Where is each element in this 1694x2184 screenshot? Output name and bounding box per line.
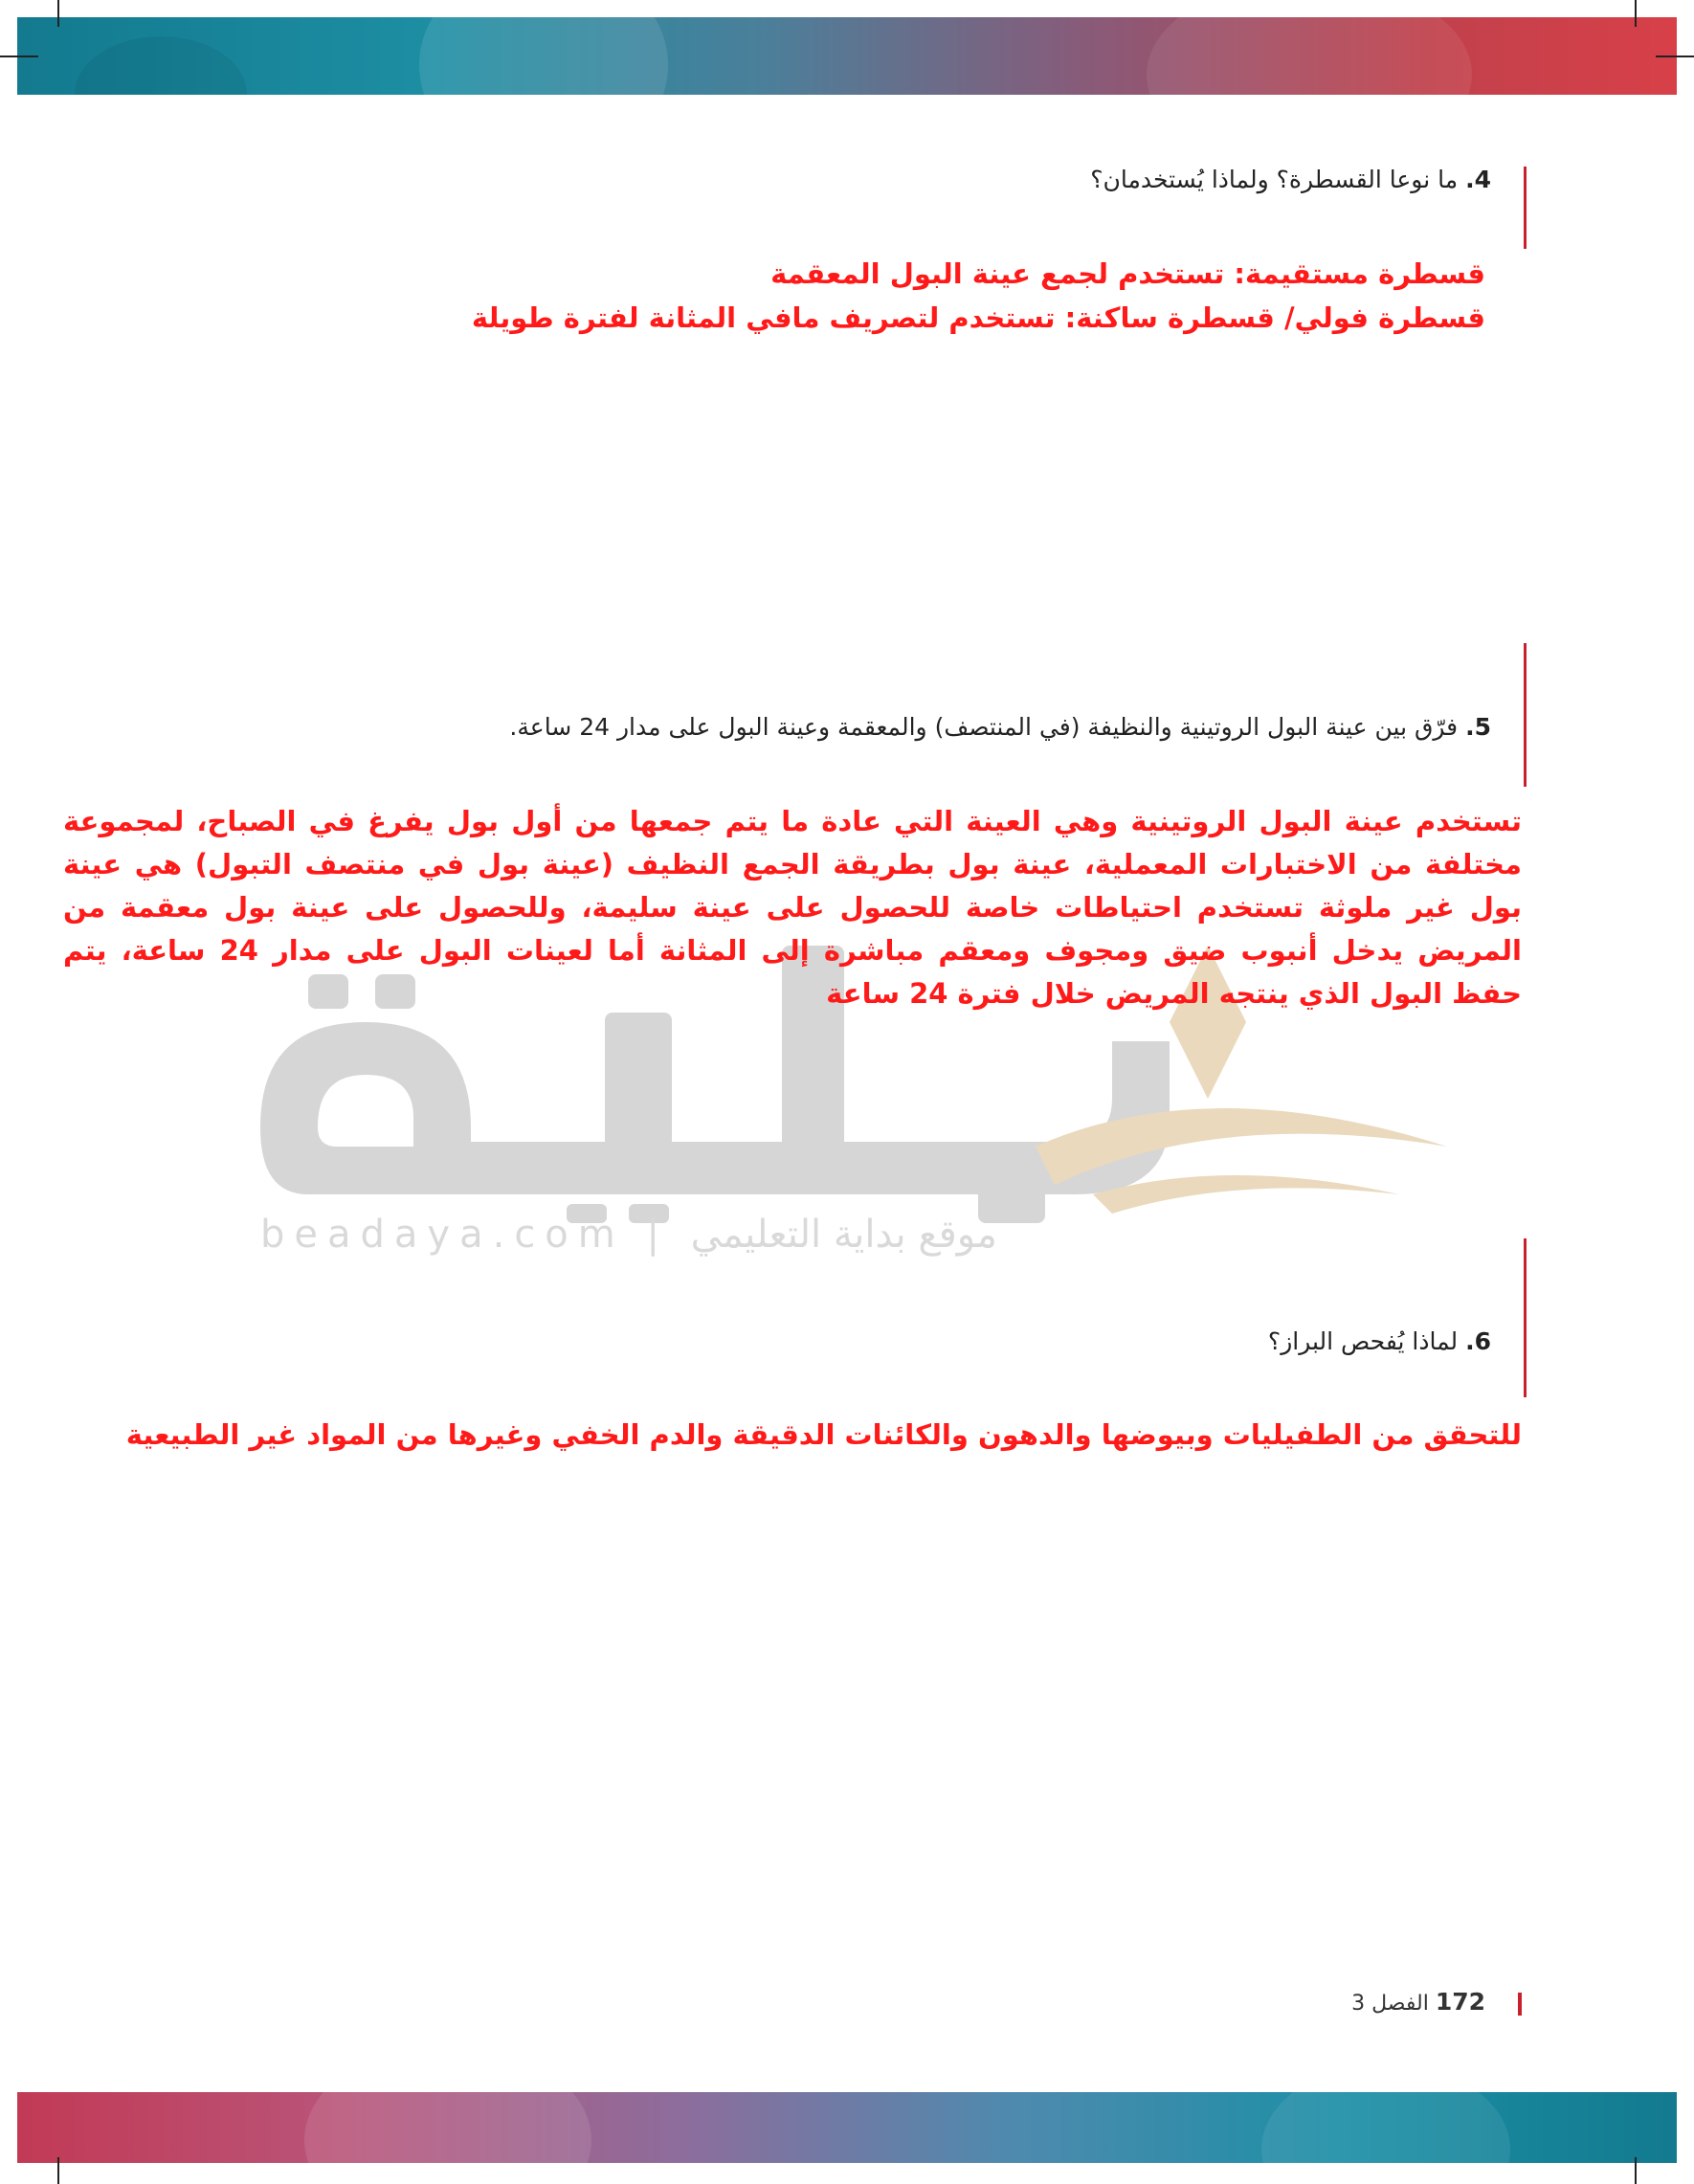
crop-mark [1635, 2157, 1637, 2184]
question-4 [1090, 163, 1491, 197]
answer-6: للتحقق من الطفيليات وبيوضها والدهون والكائنات الدقيقة والدم الخفي وغيرها من المواد غير الطبيعية [125, 1418, 1522, 1451]
question-number: 4. [1465, 166, 1491, 193]
question-marker [1524, 167, 1527, 249]
watermark-tagline: موقع بداية التعليمي [690, 1213, 997, 1257]
watermark-site-line [260, 1213, 1122, 1257]
crop-mark [0, 56, 38, 57]
question-marker [1524, 643, 1527, 787]
question-text: فرّق بين عينة البول الروتينية والنظيفة (في المنتصف) والمعقمة وعينة البول على مدار 24 ساعة. [509, 713, 1459, 741]
crop-mark [1635, 0, 1637, 27]
question-5 [509, 710, 1491, 745]
question-number: 6. [1465, 1327, 1491, 1355]
crop-mark [57, 0, 59, 27]
watermark-separator: | [646, 1213, 669, 1257]
footer-marker [1518, 1993, 1522, 2016]
answer-line: قسطرة فولي/ قسطرة ساكنة: تستخدم لتصريف مافي المثانة لفترة طويلة [471, 301, 1485, 334]
question-6 [1268, 1325, 1491, 1359]
bottom-decorative-band [17, 2092, 1677, 2163]
answer-4 [472, 252, 1485, 340]
answer-5: تستخدم عينة البول الروتينية وهي العينة التي عادة ما يتم جمعها من أول بول يفرغ في الصباح، لمجموعة مختلفة من الاختبارات المعملية، عينة بول بطريقة الجمع النظيف (عينة بول في منتصف التبول) هي عينة بول غير ملوثة تستخدم احتياطات خاصة للحصول على عينة سليمة، وللحصول على عينة بول معقمة من المريض يدخل أنبوب ضيق ومجوف ومعقم مباشرة إلى المثانة أما لعينات البول على مدار 24 ساعة، يتم حفظ البول الذي ينتجه المريض خلال فترة 24 ساعة [63, 805, 1523, 1010]
crop-mark [1656, 56, 1694, 57]
answer-line: قسطرة مستقيمة: تستخدم لجمع عينة البول المعقمة [770, 257, 1485, 290]
question-marker [1524, 1238, 1527, 1397]
top-decorative-band [17, 17, 1677, 95]
chapter-label: الفصل 3 [1351, 1992, 1429, 2016]
crop-mark [57, 2157, 59, 2184]
page-footer [1351, 1988, 1485, 2016]
question-number: 5. [1465, 713, 1491, 741]
watermark-site: beadaya.com [260, 1213, 625, 1257]
question-text: لماذا يُفحص البراز؟ [1267, 1327, 1459, 1355]
page-number: 172 [1435, 1988, 1485, 2016]
question-text: ما نوعا القسطرة؟ ولماذا يُستخدمان؟ [1090, 166, 1459, 193]
